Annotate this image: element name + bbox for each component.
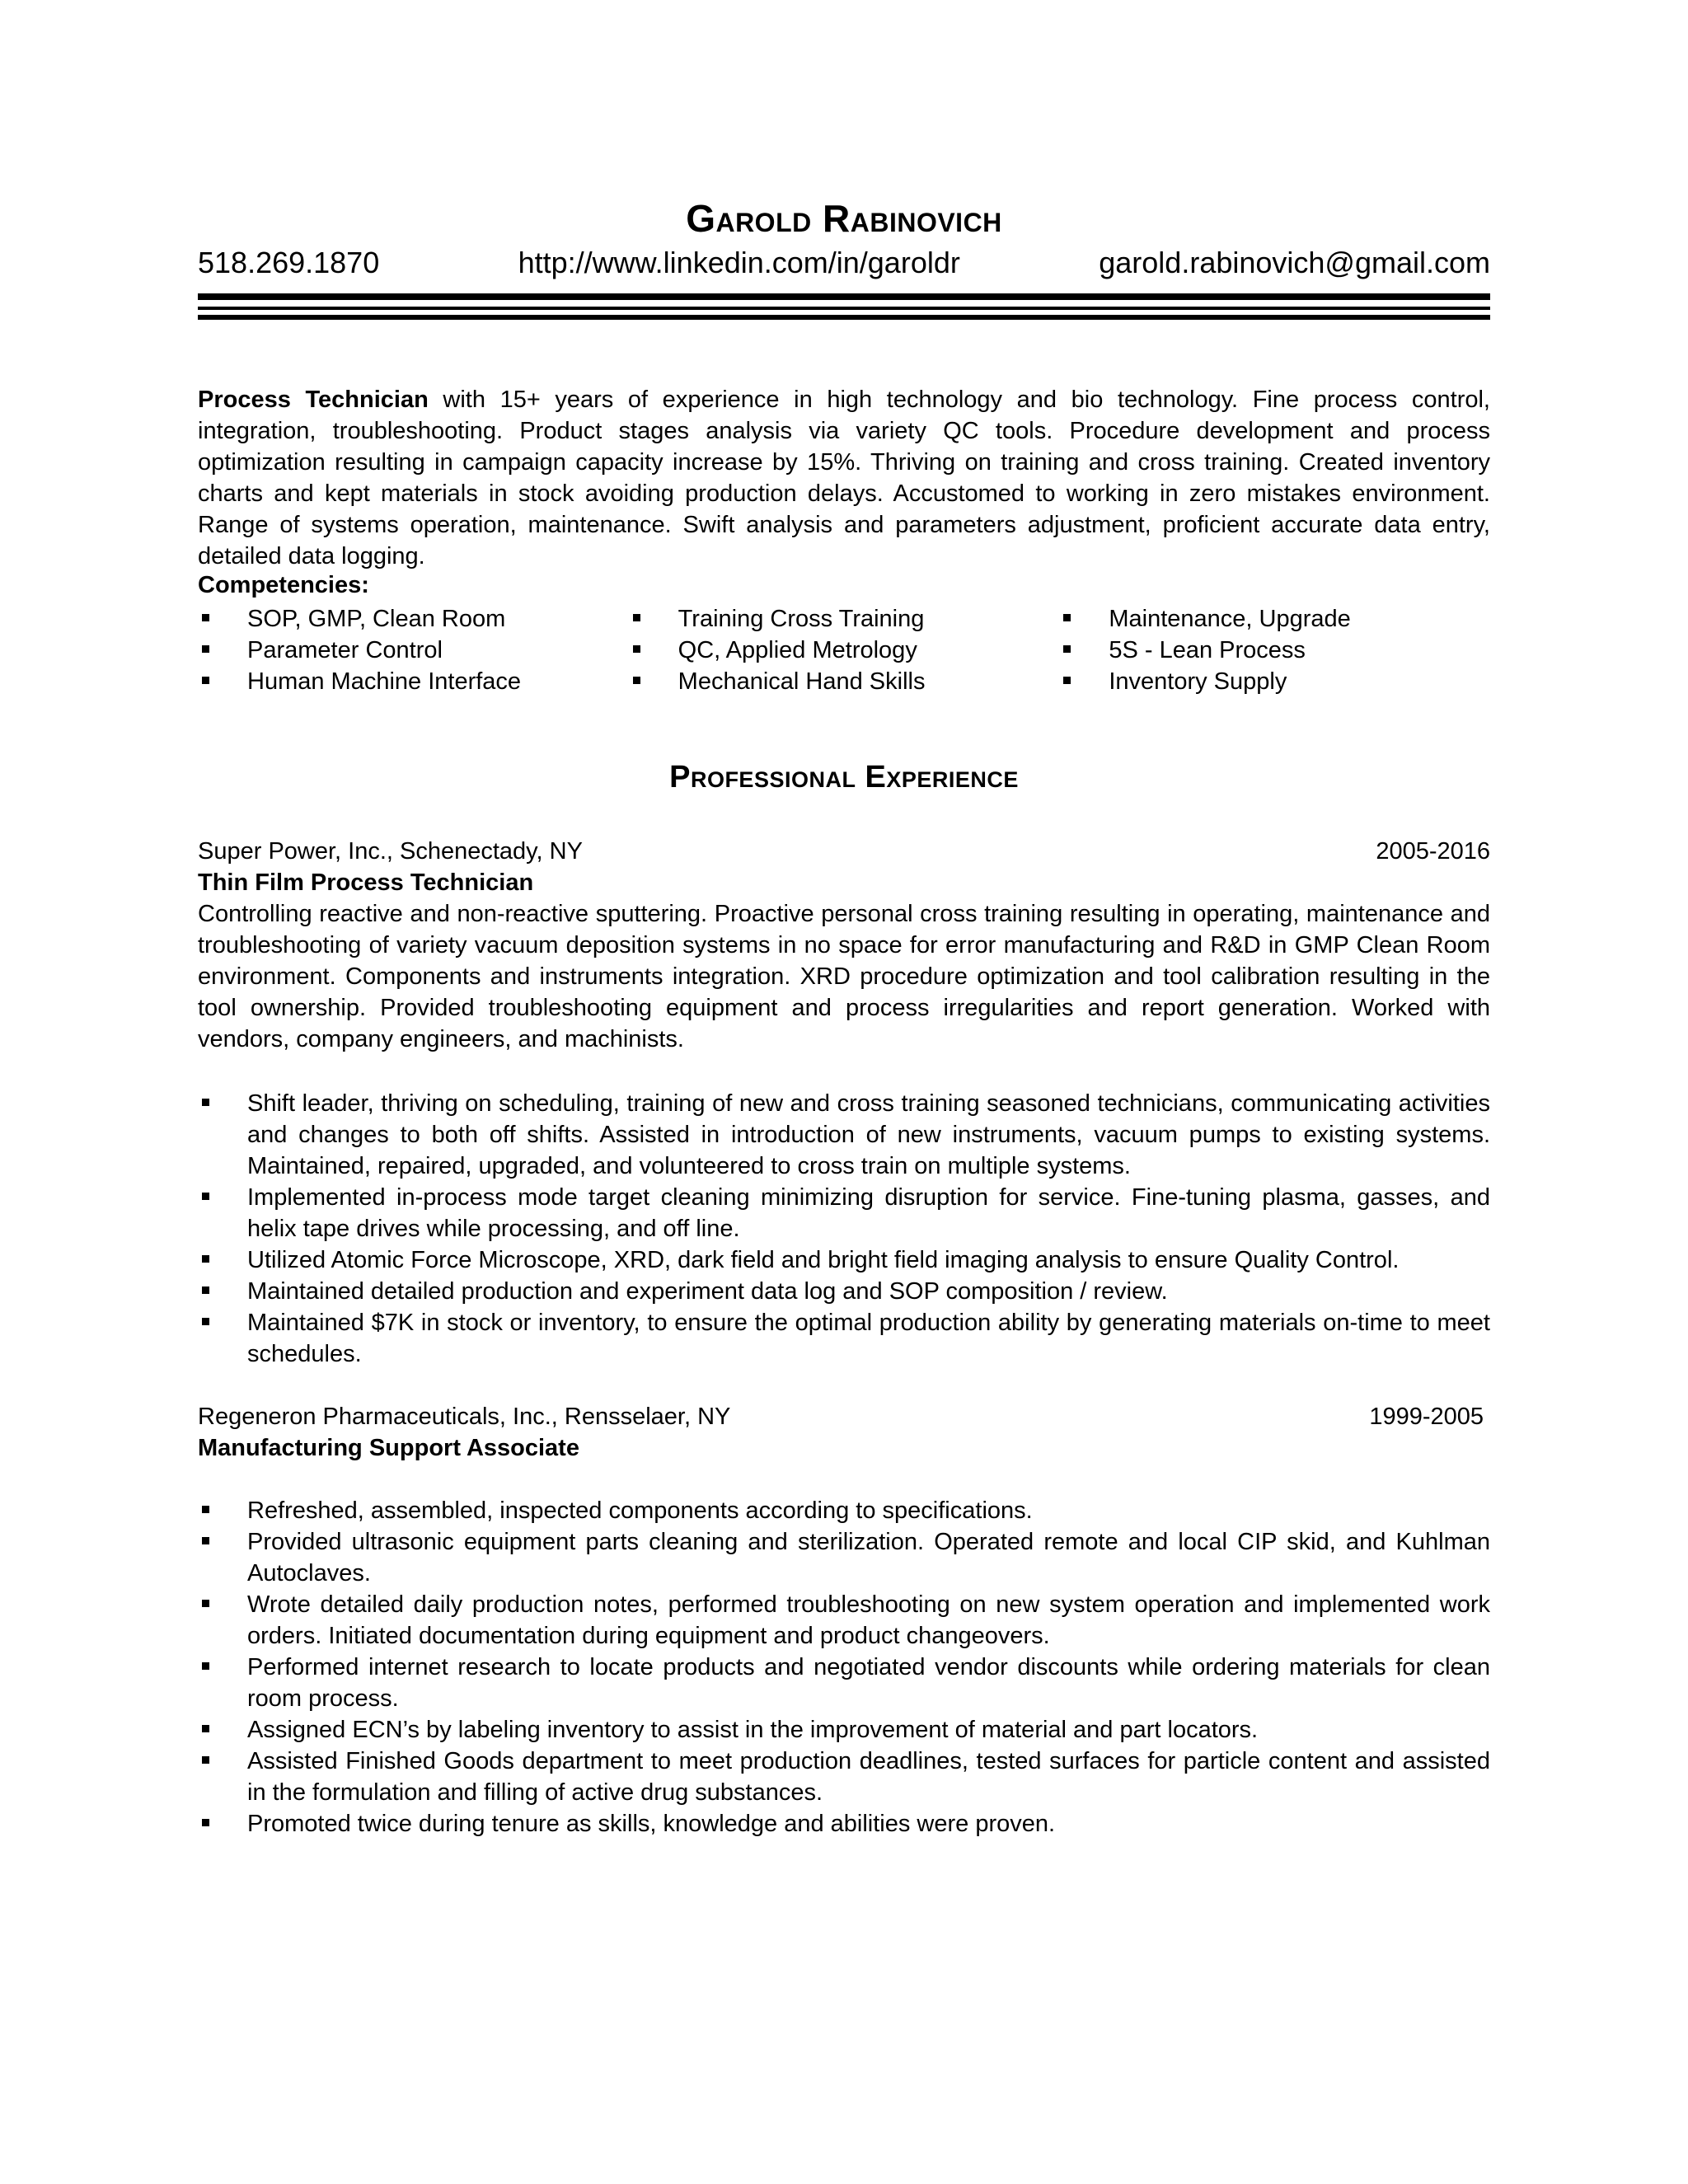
square-bullet-icon [202, 1286, 209, 1294]
competency-item: Inventory Supply [1059, 666, 1490, 697]
competency-item: SOP, GMP, Clean Room [198, 603, 629, 635]
square-bullet-icon [202, 1255, 209, 1263]
bullet-item: Implemented in-process mode target cleaning minimizing disruption for service. Fine-tuning plasma, gasses, and helix tape drives while processing, and off line. [198, 1182, 1490, 1244]
job-title: Thin Film Process Technician [198, 869, 534, 896]
competency-item: 5S - Lean Process [1059, 635, 1490, 666]
square-bullet-icon [202, 1506, 209, 1513]
square-bullet-icon [202, 1318, 209, 1325]
job-description: Controlling reactive and non-reactive sputtering. Proactive personal cross training resulting in operating, maintenance and troubleshooting of variety vacuum deposition systems in no space for error manufacturing and R&D in GMP Clean Room environment. Components and instruments integration. XRD procedure optimization and tool calibration resulting in the tool ownership. Provided troubleshooting equipment and process irregularities and report generation. Worked with vendors, company engineers, and machinists. [198, 901, 1490, 1052]
square-bullet-icon [202, 1099, 209, 1106]
square-bullet-icon [202, 1725, 209, 1732]
summary-body: with 15+ years of experience in high technology and bio technology. Fine process control, integration, troubleshooting. Product stages analysis via variety QC tools. Procedure development and process optimization resulting in campaign capacity increase by 15%. Thriving on training and cross training. Created inventory charts and kept materials in stock avoiding production delays. Accustomed to working in zero mistakes environment. Range of systems operation, maintenance. Swift analysis and parameters adjustment, proficient accurate data entry, detailed data logging. [198, 387, 1490, 569]
square-bullet-icon [202, 1600, 209, 1607]
summary-paragraph [198, 384, 1490, 572]
competencies-title: Competencies: [198, 572, 369, 598]
bullet-item: Performed internet research to locate products and negotiated vendor discounts while ordering materials for clean room process. [198, 1652, 1490, 1714]
header-rule-bottom [198, 315, 1490, 320]
bullet-item: Provided ultrasonic equipment parts cleaning and sterilization. Operated remote and local CIP skid, and Kuhlman Autoclaves. [198, 1526, 1490, 1589]
job-bullets [198, 1088, 1490, 1370]
competency-item: Human Machine Interface [198, 666, 629, 697]
header-rule-thick [198, 293, 1490, 300]
bullet-item: Maintained detailed production and experiment data log and SOP composition / review. [198, 1276, 1490, 1307]
job-header [198, 1401, 1490, 1432]
bullet-item: Shift leader, thriving on scheduling, training of new and cross training seasoned technicians, communicating activities and changes to both off shifts. Assisted in introduction of new instruments, vacuum pumps to existing systems. Maintained, repaired, upgraded, and volunteered to cross train on multiple systems. [198, 1088, 1490, 1182]
bullet-item: Promoted twice during tenure as skills, knowledge and abilities were proven. [198, 1808, 1490, 1840]
competency-item: Maintenance, Upgrade [1059, 603, 1490, 635]
competency-item: Mechanical Hand Skills [629, 666, 1060, 697]
job-dates: 1999-2005 [1369, 1404, 1484, 1430]
bullet-item: Refreshed, assembled, inspected components according to specifications. [198, 1495, 1490, 1526]
candidate-name: Garold Rabinovich [686, 197, 1002, 240]
email-link[interactable]: garold.rabinovich@gmail.com [1099, 246, 1490, 279]
square-bullet-icon [202, 677, 209, 684]
company-name: Super Power, Inc., Schenectady, NY [198, 838, 583, 865]
competencies-grid [198, 603, 1490, 697]
square-bullet-icon [202, 645, 209, 653]
square-bullet-icon [1063, 677, 1071, 684]
header-rule-thin [198, 307, 1490, 310]
competencies-column-2 [629, 603, 1060, 697]
competency-item: QC, Applied Metrology [629, 635, 1060, 666]
square-bullet-icon [202, 1193, 209, 1200]
bullet-item: Utilized Atomic Force Microscope, XRD, dark field and bright field imaging analysis to ensure Quality Control. [198, 1244, 1490, 1276]
contact-row [198, 246, 1490, 280]
square-bullet-icon [633, 614, 640, 621]
competencies-column-1 [198, 603, 629, 697]
square-bullet-icon [202, 1662, 209, 1670]
square-bullet-icon [633, 677, 640, 684]
square-bullet-icon [202, 1819, 209, 1826]
square-bullet-icon [1063, 645, 1071, 653]
bullet-item: Assisted Finished Goods department to meet production deadlines, tested surfaces for particle content and assisted in the formulation and filling of active drug substances. [198, 1746, 1490, 1808]
linkedin-link[interactable]: http://www.linkedin.com/in/garoldr [518, 246, 960, 279]
job-bullets [198, 1495, 1490, 1840]
square-bullet-icon [202, 1537, 209, 1544]
square-bullet-icon [202, 614, 209, 621]
job-header [198, 836, 1490, 867]
square-bullet-icon [1063, 614, 1071, 621]
job-dates: 2005-2016 [1376, 838, 1490, 865]
square-bullet-icon [633, 645, 640, 653]
bullet-item: Assigned ECN’s by labeling inventory to assist in the improvement of material and part locators. [198, 1714, 1490, 1746]
competency-item: Parameter Control [198, 635, 629, 666]
job-title: Manufacturing Support Associate [198, 1435, 579, 1461]
bullet-item: Wrote detailed daily production notes, performed troubleshooting on new system operation and implemented work orders. Initiated documentation during equipment and product changeovers. [198, 1589, 1490, 1652]
experience-section-title: Professional Experience [669, 760, 1019, 794]
summary-lead: Process Technician [198, 387, 429, 413]
bullet-item: Maintained $7K in stock or inventory, to ensure the optimal production ability by generating materials on-time to meet schedules. [198, 1307, 1490, 1370]
company-name: Regeneron Pharmaceuticals, Inc., Rensselaer, NY [198, 1404, 731, 1430]
competencies-column-3 [1059, 603, 1490, 697]
phone-number: 518.269.1870 [198, 246, 380, 279]
square-bullet-icon [202, 1756, 209, 1764]
competency-item: Training Cross Training [629, 603, 1060, 635]
